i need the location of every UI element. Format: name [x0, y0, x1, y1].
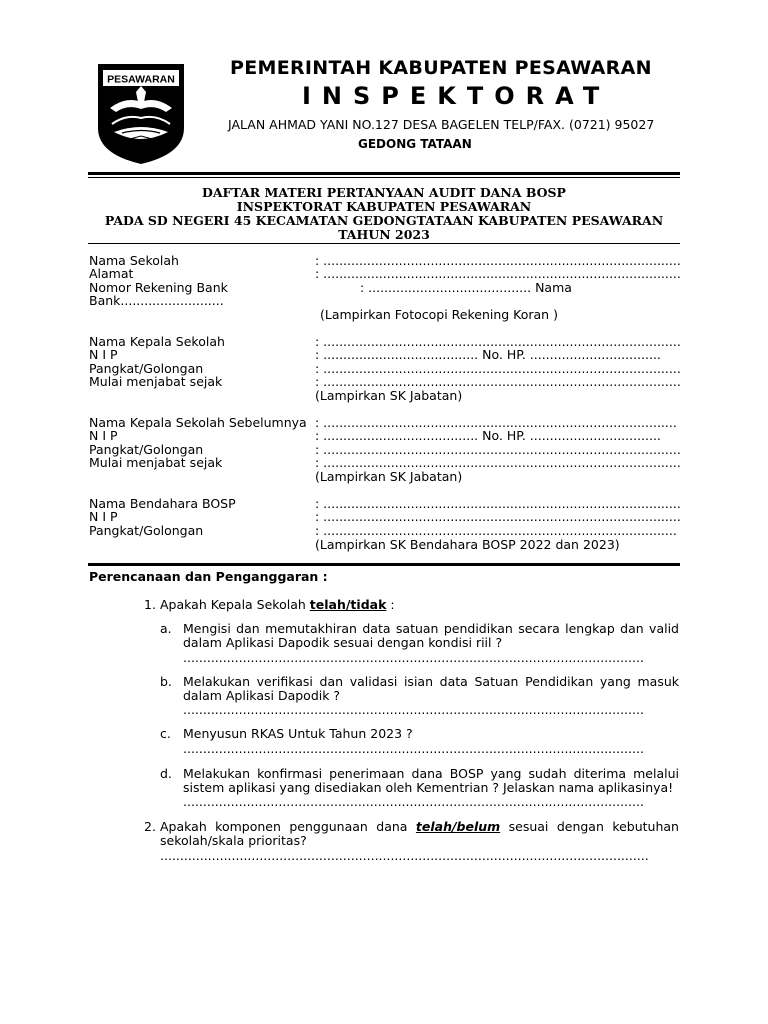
- header-divider-thick: [88, 172, 680, 175]
- bank-attachment-note: (Lampirkan Fotocopi Rekening Koran ): [320, 307, 558, 322]
- treasurer-name-field[interactable]: : ..........................................................................................: [315, 496, 681, 511]
- question-1-tail: :: [386, 597, 395, 612]
- svg-text:PESAWARAN: PESAWARAN: [107, 73, 175, 86]
- prev-principal-attachment-note: (Lampirkan SK Jabatan): [315, 469, 463, 484]
- item-a-letter: a.: [160, 621, 172, 636]
- form-divider: [88, 563, 680, 566]
- item-d-answer-dots[interactable]: ....................................................................................................................: [183, 794, 644, 809]
- question-2-text-end: sesuai dengan kebutuhan sekolah/skala prioritas?: [160, 819, 679, 848]
- prev-principal-rank-field[interactable]: : ..........................................................................................: [315, 442, 681, 457]
- treasurer-rank-field[interactable]: : .........................................................................................: [315, 523, 677, 538]
- principal-name-field[interactable]: : ..........................................................................................: [315, 334, 681, 349]
- question-2: [160, 820, 679, 848]
- school-name-label: Nama Sekolah: [89, 253, 179, 268]
- question-2-answer-dots[interactable]: ...........................................................................................................................: [160, 848, 649, 863]
- principal-name-label: Nama Kepala Sekolah: [89, 334, 225, 349]
- pesawaran-emblem-logo: [96, 62, 186, 166]
- prev-principal-name-field[interactable]: : .........................................................................................: [315, 415, 677, 430]
- document-title-line-4: TAHUN 2023: [338, 227, 430, 242]
- principal-rank-field[interactable]: : ..........................................................................................: [315, 361, 681, 376]
- prev-principal-rank-label: Pangkat/Golongan: [89, 442, 204, 457]
- bank-account-field[interactable]: : ......................................... Nama: [360, 280, 572, 295]
- agency-address: JALAN AHMAD YANI NO.127 DESA BAGELEN TELP/FAX. (0721) 95027: [228, 117, 655, 132]
- principal-attachment-note: (Lampirkan SK Jabatan): [315, 388, 463, 403]
- header-divider-thin: [88, 177, 680, 178]
- prev-principal-since-field[interactable]: : ..........................................................................................: [315, 455, 681, 470]
- item-a-text: Mengisi dan memutakhiran data satuan pendidikan secara lengkap dan valid dalam Aplikasi Dapodik sesuai dengan kondisi riil ?: [183, 621, 679, 650]
- school-name-field[interactable]: : ..........................................................................................: [315, 253, 681, 268]
- treasurer-nip-field[interactable]: : ..........................................................................................: [315, 509, 681, 524]
- question-1-emphasis: telah/tidak: [309, 597, 387, 612]
- item-b-letter: b.: [160, 674, 172, 689]
- title-divider: [88, 243, 680, 244]
- question-2-text-start: Apakah komponen penggunaan dana: [160, 819, 408, 834]
- question-2-emphasis: telah/belum: [415, 819, 501, 834]
- principal-nip-label: N I P: [89, 347, 118, 362]
- item-a-answer-dots[interactable]: ....................................................................................................................: [183, 650, 644, 665]
- question-2-number: 2.: [144, 819, 156, 834]
- principal-since-label: Mulai menjabat sejak: [89, 374, 223, 389]
- item-b-text: Melakukan verifikasi dan validasi isian data Satuan Pendidikan yang masuk dalam Aplikasi Dapodik ?: [183, 674, 679, 703]
- principal-rank-label: Pangkat/Golongan: [89, 361, 204, 376]
- section-heading: Perencanaan dan Penganggaran :: [89, 569, 328, 584]
- item-b-answer-dots[interactable]: ....................................................................................................................: [183, 702, 644, 717]
- prev-principal-name-label: Nama Kepala Sekolah Sebelumnya: [89, 415, 307, 430]
- prev-principal-nip-label: N I P: [89, 428, 118, 443]
- item-c-text: Menyusun RKAS Untuk Tahun 2023 ?: [183, 726, 413, 741]
- document-title-line-3: PADA SD NEGERI 45 KECAMATAN GEDONGTATAAN KABUPATEN PESAWARAN: [104, 213, 664, 228]
- item-d-text: Melakukan konfirmasi penerimaan dana BOSP yang sudah diterima melalui sistem aplikasi yang disediakan oleh Kementrian ? Jelaskan nama aplikasinya!: [183, 766, 679, 795]
- address-field[interactable]: : ..........................................................................................: [315, 266, 681, 281]
- agency-city: GEDONG TATAAN: [358, 137, 472, 151]
- treasurer-nip-label: N I P: [89, 509, 118, 524]
- item-d-letter: d.: [160, 766, 172, 781]
- principal-since-field[interactable]: : ..........................................................................................: [315, 374, 681, 389]
- item-c-letter: c.: [160, 726, 171, 741]
- item-c-answer-dots[interactable]: ....................................................................................................................: [183, 741, 644, 756]
- principal-nip-phone-field[interactable]: : ....................................... No. HP. .................................: [315, 347, 661, 362]
- treasurer-attachment-note: (Lampirkan SK Bendahara BOSP 2022 dan 2023): [315, 537, 620, 552]
- bank-account-label: Nomor Rekening Bank: [89, 280, 228, 295]
- question-1: [160, 598, 395, 612]
- document-title-line-1: DAFTAR MATERI PERTANYAAN AUDIT DANA BOSP: [202, 185, 566, 200]
- treasurer-name-label: Nama Bendahara BOSP: [89, 496, 236, 511]
- question-1-number: 1.: [144, 597, 156, 612]
- address-label: Alamat: [89, 266, 134, 281]
- prev-principal-since-label: Mulai menjabat sejak: [89, 455, 223, 470]
- prev-principal-nip-phone-field[interactable]: : ....................................... No. HP. .................................: [315, 428, 661, 443]
- agency-name: INSPEKTORAT: [302, 82, 611, 110]
- document-title-line-2: INSPEKTORAT KABUPATEN PESAWARAN: [236, 199, 532, 214]
- bank-name-field[interactable]: Bank..........................: [89, 293, 224, 308]
- question-1-text: Apakah Kepala Sekolah: [160, 597, 306, 612]
- government-name: PEMERINTAH KABUPATEN PESAWARAN: [230, 57, 652, 79]
- treasurer-rank-label: Pangkat/Golongan: [89, 523, 204, 538]
